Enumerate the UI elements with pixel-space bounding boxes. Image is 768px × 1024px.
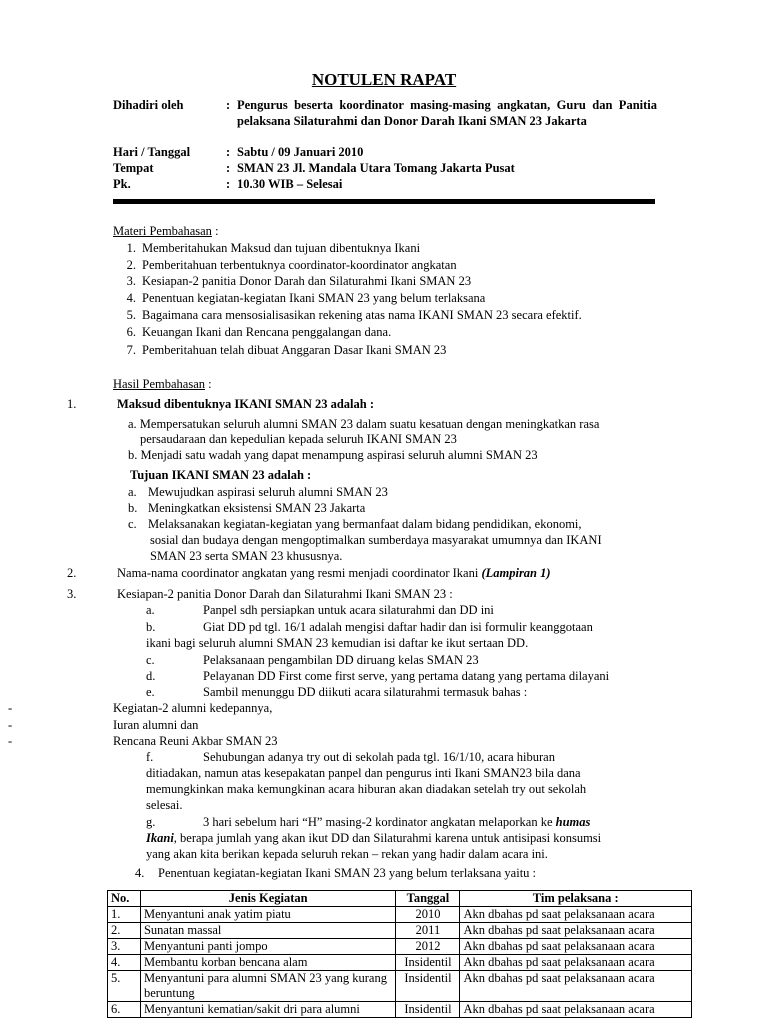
- item-text: selesai.: [146, 798, 183, 812]
- materi-heading: Materi Pembahasan :: [113, 224, 219, 238]
- table-cell: Insidentil: [396, 955, 460, 971]
- table-cell: Menyantuni para alumni SMAN 23 yang kurang beruntung: [140, 971, 396, 1002]
- item-text: a. Mempersatukan seluruh alumni SMAN 23 dalam suatu kesatuan dengan meningkatkan rasa: [128, 417, 600, 431]
- header-value-time: 10.30 WIB – Selesai: [237, 177, 343, 191]
- table-cell: 1.: [108, 907, 141, 923]
- item-label: f.: [146, 750, 154, 764]
- item-text: yang akan kita berikan kepada seluruh rekan – rekan yang hadir dalam acara ini.: [146, 847, 548, 861]
- item-text: Melaksanakan kegiatan-kegiatan yang bermanfaat dalam bidang pendidikan, ekonomi,: [148, 517, 582, 531]
- table-cell: Menyantuni panti jompo: [140, 939, 396, 955]
- section-text: Penentuan kegiatan-kegiatan Ikani SMAN 23 yang belum terlaksana yaitu :: [158, 866, 537, 880]
- table-cell: Insidentil: [396, 1002, 460, 1018]
- list-item: 3. Kesiapan-2 panitia Donor Darah dan Silaturahmi Ikani SMAN 23: [126, 274, 472, 288]
- table-row: [108, 923, 692, 939]
- list-item: 5. Bagaimana cara mensosialisasikan rekening atas nama IKANI SMAN 23 secara efektif.: [126, 308, 582, 322]
- table-cell: Akn dbahas pd saat pelaksanaan acara: [460, 971, 692, 1002]
- bullet-dash: -: [8, 734, 13, 748]
- header-label-attendees: Dihadiri oleh: [113, 98, 184, 112]
- section-title: Maksud dibentuknya IKANI SMAN 23 adalah :: [117, 397, 375, 411]
- item-text: Panpel sdh persiapkan untuk acara silaturahmi dan DD ini: [203, 603, 494, 617]
- table-cell: 3.: [108, 939, 141, 955]
- item-label: a.: [146, 603, 155, 617]
- table-cell: 4.: [108, 955, 141, 971]
- item-text: Ikani, berapa jumlah yang akan ikut DD dan Silaturahmi karena untuk antisipasi konsumsi: [146, 831, 602, 845]
- table-cell: 2010: [396, 907, 460, 923]
- hasil-heading: Hasil Pembahasan :: [113, 377, 212, 391]
- table-cell: Membantu korban bencana alam: [140, 955, 396, 971]
- header-label-time: Pk.: [113, 177, 131, 191]
- bullet-text: Kegiatan-2 alumni kedepannya,: [113, 701, 273, 715]
- item-text: ditiadakan, namun atas kesepakatan panpel dan pengurus inti Ikani SMAN23 bila dana: [146, 766, 581, 780]
- table-cell: Insidentil: [396, 971, 460, 1002]
- header-label-date: Hari / Tanggal: [113, 145, 191, 159]
- table-row: [108, 907, 692, 923]
- header-colon: :: [226, 145, 231, 159]
- table-cell: Akn dbahas pd saat pelaksanaan acara: [460, 939, 692, 955]
- section-title: Kesiapan-2 panitia Donor Darah dan Silaturahmi Ikani SMAN 23 :: [117, 587, 453, 601]
- table-cell: Akn dbahas pd saat pelaksanaan acara: [460, 1002, 692, 1018]
- bullet-text: Rencana Reuni Akbar SMAN 23: [113, 734, 278, 748]
- table-cell: 2012: [396, 939, 460, 955]
- table-cell: Menyantuni kematian/sakit dri para alumni: [140, 1002, 396, 1018]
- table-cell: 2011: [396, 923, 460, 939]
- item-text: ikani bagi seluruh alumni SMAN 23 kemudian isi daftar ke ikut sertaan DD.: [146, 636, 529, 650]
- table-cell: Sunatan massal: [140, 923, 396, 939]
- table-header: Jenis Kegiatan: [140, 891, 396, 907]
- item-text: Mewujudkan aspirasi seluruh alumni SMAN 23: [148, 485, 388, 499]
- list-item: 7. Pemberitahuan telah dibuat Anggaran Dasar Ikani SMAN 23: [126, 343, 447, 357]
- list-item: 1. Memberitahukan Maksud dan tujuan dibentuknya Ikani: [126, 241, 421, 255]
- item-text: Pelaksanaan pengambilan DD diruang kelas SMAN 23: [203, 653, 479, 667]
- section-number: 1.: [67, 397, 77, 411]
- table-header: No.: [108, 891, 141, 907]
- table-header: Tim pelaksana :: [460, 891, 692, 907]
- item-text: memungkinkan maka kemungkinan acara hiburan akan diadakan setelah try out sekolah: [146, 782, 587, 796]
- bullet-dash: -: [8, 718, 13, 732]
- header-value-place: SMAN 23 Jl. Mandala Utara Tomang Jakarta Pusat: [237, 161, 515, 175]
- header-label-place: Tempat: [113, 161, 154, 175]
- list-item: 6. Keuangan Ikani dan Rencana penggalangan dana.: [126, 325, 392, 339]
- item-text: Sambil menunggu DD diikuti acara silaturahmi termasuk bahas :: [203, 685, 528, 699]
- table-header: Tanggal: [396, 891, 460, 907]
- item-text: Sehubungan adanya try out di sekolah pada tgl. 16/1/10, acara hiburan: [203, 750, 555, 764]
- item-text: sosial dan budaya dengan mengoptimalkan sumberdaya masyarakat umumnya dan IKANI: [150, 533, 602, 547]
- item-text: SMAN 23 serta SMAN 23 khususnya.: [150, 549, 343, 563]
- table-cell: Akn dbahas pd saat pelaksanaan acara: [460, 923, 692, 939]
- section-text: Nama-nama coordinator angkatan yang resmi menjadi coordinator Ikani (Lampiran 1): [117, 566, 551, 580]
- table-cell: Menyantuni anak yatim piatu: [140, 907, 396, 923]
- section-number: 3.: [67, 587, 77, 601]
- table-row: [108, 971, 692, 1002]
- activities-table: [107, 890, 692, 1018]
- header-colon: :: [226, 161, 231, 175]
- section-number: 2.: [67, 566, 77, 580]
- item-text: persaudaraan dan kepedulian kepada seluruh IKANI SMAN 23: [140, 432, 457, 446]
- table-cell: 6.: [108, 1002, 141, 1018]
- item-text: Pelayanan DD First come first serve, yang pertama datang yang pertama dilayani: [203, 669, 610, 683]
- item-label: c.: [146, 653, 155, 667]
- table-cell: Akn dbahas pd saat pelaksanaan acara: [460, 955, 692, 971]
- item-text: b. Menjadi satu wadah yang dapat menampung aspirasi seluruh alumni SMAN 23: [128, 448, 538, 462]
- item-label: d.: [146, 669, 156, 683]
- item-label: e.: [146, 685, 155, 699]
- item-label: b.: [128, 501, 138, 515]
- section-number: 4.: [135, 866, 145, 880]
- bullet-dash: -: [8, 701, 13, 715]
- item-label: b.: [146, 620, 156, 634]
- item-text: 3 hari sebelum hari “H” masing-2 kordinator angkatan melaporkan ke humas: [203, 815, 591, 829]
- table-cell: 5.: [108, 971, 141, 1002]
- table-row: [108, 939, 692, 955]
- item-label: a.: [128, 485, 137, 499]
- item-label: c.: [128, 517, 137, 531]
- header-colon: :: [226, 98, 231, 112]
- page-title: NOTULEN RAPAT: [311, 70, 457, 89]
- header-value-date: Sabtu / 09 Januari 2010: [237, 145, 364, 159]
- list-item: 4. Penentuan kegiatan-kegiatan Ikani SMAN 23 yang belum terlaksana: [126, 291, 486, 305]
- table-header-row: [108, 891, 692, 907]
- table-row: [108, 955, 692, 971]
- table-row: [108, 1002, 692, 1018]
- item-text: Meningkatkan eksistensi SMAN 23 Jakarta: [148, 501, 366, 515]
- table-cell: 2.: [108, 923, 141, 939]
- list-item: 2. Pemberitahuan terbentuknya coordinator-koordinator angkatan: [126, 258, 457, 272]
- table-cell: Akn dbahas pd saat pelaksanaan acara: [460, 907, 692, 923]
- tujuan-title: Tujuan IKANI SMAN 23 adalah :: [130, 468, 312, 482]
- header-colon: :: [226, 177, 231, 191]
- bullet-text: Iuran alumni dan: [113, 718, 199, 732]
- header-value-attendees: Pengurus beserta koordinator masing-masing angkatan, Guru dan Panitia pelaksana Silaturahmi dan Donor Darah Ikani SMAN 23 Jakarta: [237, 98, 657, 128]
- item-text: Giat DD pd tgl. 16/1 adalah mengisi daftar hadir dan isi formulir keanggotaan: [203, 620, 593, 634]
- item-label: g.: [146, 815, 156, 829]
- header-divider: [113, 199, 655, 204]
